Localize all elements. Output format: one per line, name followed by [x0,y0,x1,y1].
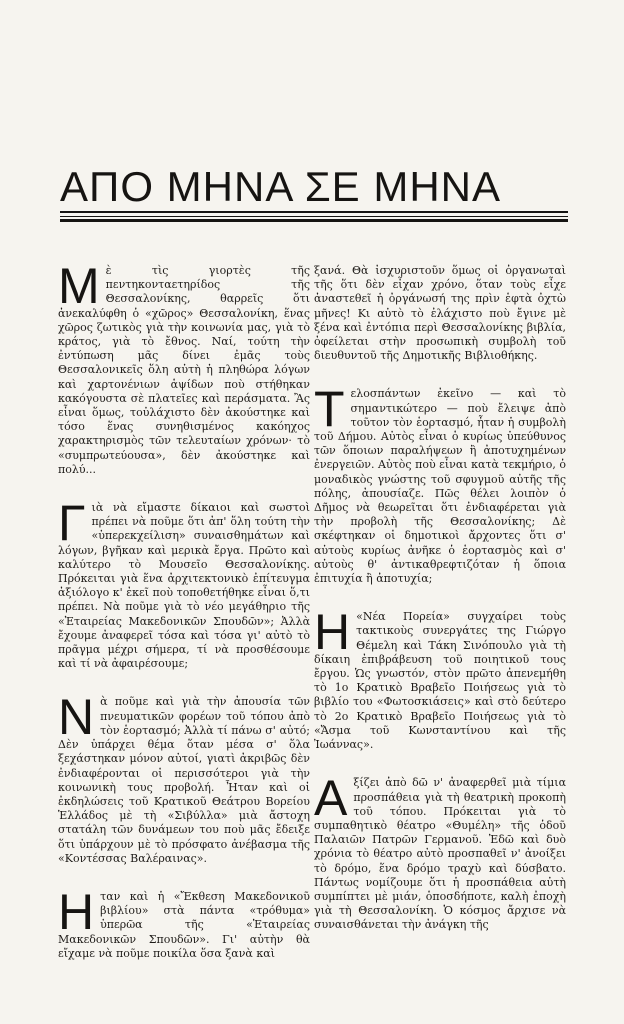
paragraph [58,695,310,865]
paragraph-text: ελοσπάντων ἐκεῖνο — καὶ τὸ σημαντικώτερο — ποὺ ἔλειψε ἀπὸ τοῦτον τὸν ἑορτασμό, ἦταν ἡ συμβολὴ τοῦ Δήμου. Αὐτὸς εἶναι ὁ κυρίως ὑπεύθυνος τῶν ὅποιων παραλήψεων ἢ ἀποτυχημένων ἐνεργειῶν. Αὐτὸς ποὺ εἶναι κατὰ τεκμήριο, ὁ μοναδικὸς γνώστης τοῦ σφυγμοῦ αὐτῆς τῆς πόλης, ἀπουσίαζε. Πῶς θέλει λοιπὸν ὁ Δῆμος νὰ θεωρεῖται ὅτι ἐνδιαφέρεται γιὰ τὴν προβολὴ τῆς Θεσσαλονίκης; Δὲ σκέφτηκαν οἱ δημοτικοὶ ἄρχοντες ὅτι σ' αὐτοὺς κυρίως ἀνῆκε ὁ ἑορτασμὸς καὶ σ' αὐτοὺς θ' ἀντικαθρεφτιζόταν ἡ ὅποια ἐπιτυχία ἢ ἀποτυχία; [314,387,566,586]
drop-cap: Α [314,776,348,827]
paragraph [58,501,310,671]
page-title: ΑΠΟ ΜΗΝΑ ΣΕ ΜΗΝΑ [60,166,568,213]
paragraph-text: ὰ ποῦμε καὶ γιὰ τὴν ἀπουσία τῶν πνευματικῶν φορέων τοῦ τόπου ἀπὸ τὸν ἑορτασμό; Ἀλλὰ τί πάνω σ' αὐτό; Δὲν ὑπάρχει θέμα ὅταν μέσα σ' ὅλα ξεχάστηκαν μόνον αὐτοί, γιατὶ ἀκριβῶς δὲν ἐνδιαφέρονται οἱ περισσότεροι γιὰ τὴν κοινωνικὴ τους προβολή. Ἦταν καὶ οἱ ἐκδηλώσεις τοῦ Κρατικοῦ Θεάτρου Βορείου Ἑλλάδος μὲ τὴ «Σιβύλλα» μιὰ ἄστοχη στατάλη τῶν δυνάμεων του ποὺ μᾶς ἔδειξε ὅτι ὑπάρχουν μὲ τὸ πρόσφατο ἀνέβασμα τῆς «Κοντέσσας Βαλέραινας». [58,695,310,865]
paragraph [58,264,310,477]
left-column [58,264,310,985]
drop-cap: Ν [58,695,95,746]
paragraph-text: ξίζει ἀπὸ δῶ ν' ἀναφερθεῖ μιὰ τίμια προσπάθεια γιὰ τὴ θεατρικὴ προκοπὴ τοῦ τόπου. Πρόκειται γιὰ τὸ συμπαθητικὸ θέατρο «Θυμέλη» τῆς ὁδοῦ Παλαιῶν Πατρῶν Γερμανοῦ. Ἐδῶ καὶ δυὸ χρόνια τὸ θέατρο αὐτὸ προσπαθεῖ ν' ἀνοίξει τὸ δρόμο, ἕνα δρόμο τραχὺ καὶ δύσβατο. Πάντως νομίζουμε ὅτι ἡ προσπάθεια αὐτὴ συμπίπτει μὲ μιάν, ὁποσδήποτε, καλὴ ἐποχὴ γιὰ τὴ Θεσσαλονίκη. Ὁ κόσμος ἄρχισε νὰ συναισθάνεται τὴν ἀνάγκη τῆς [314,776,566,932]
drop-cap: Η [58,889,95,940]
paragraph [314,264,566,363]
masthead [60,163,568,222]
title-rule-thick [60,219,568,222]
drop-cap: Μ [58,264,100,314]
paragraph [58,890,310,961]
paragraph [314,610,566,752]
paragraph-text: ὲ τὶς γιορτὲς τῆς πεντηκονταετηρίδος τῆς Θεσσαλονίκης, θαρρεῖς ὅτι ἀνεκαλύφθη ὁ «χῶρος» Θεσσαλονίκη, ἕνας χῶρος ζωτικὸς γιὰ τὴν κοινωνία μας, γιὰ τὸ κράτος, γιὰ τὸ ἔθνος. Ναί, τούτη τὴν ἐντύπωση μᾶς δίνει ἐμᾶς τοὺς Θεσσαλονικεῖς ὅλη αὐτὴ ἡ πληθώρα λόγων καὶ χαρτονένιων ἁψίδων ποὺ στήθηκαν κακόγουστα σὲ πλατεῖες καὶ περάσματα. Ἂς εἶναι ὅμως, τοὐλάχιστο δὲν ἀκούστηκε καὶ τόσο ἕνας συνηθισμένος κακόηχος χαρακτηρισμὸς τῶν τελευταίων χρόνων· τὸ «συμπρωτεύουσα», δὲν ἀκούστηκε καὶ πολύ... [58,264,310,476]
paragraph-text: «Νέα Πορεία» συγχαίρει τοὺς τακτικοὺς συνεργάτες της Γιώργο Θέμελη καὶ Τάκη Σινόπουλο γιὰ τὴ δίκαιη ἐπιβράβευση τοῦ ποιητικοῦ τους ἔργου. Ὡς γνωστόν, στὸν πρῶτο ἀπενεμήθη τὸ 1ο Κρατικὸ Βραβεῖο Ποιήσεως γιὰ τὸ βιβλίο του «Φωτοσκιάσεις» καὶ στὸ δεύτερο τὸ 2ο Κρατικὸ Βραβεῖο Ποιήσεως γιὰ τὸ «Ἄσμα τοῦ Κωνσταντίνου καὶ τῆς Ἰωάννας». [314,610,566,752]
drop-cap: Γ [58,501,86,552]
paragraph-text: ιὰ νὰ εἴμαστε δίκαιοι καὶ σωστοὶ πρέπει νὰ ποῦμε ὅτι ἀπ' ὅλη τούτη τὴν «ὑπερεκχείλιση» συναισθημάτων καὶ λόγων, βγῆκαν καὶ μερικὰ ἔργα. Πρῶτο καὶ καλύτερο τὸ Μουσεῖο Θεσσαλονίκης. Πρόκειται γιὰ ἕνα ἀρχιτεκτονικὸ ἐπίτευγμα ἀξιόλογο κ' ἐκεῖ ποὺ τοποθετήθηκε εἶναι ὅ,τι πρέπει. Νὰ ποῦμε γιὰ τὸ νέο μεγάθηριο τῆς «Ἑταιρείας Μακεδονικῶν Σπουδῶν»; Ἀλλὰ ἔχουμε ἀναφερεῖ τόσα καὶ τόσα γι' αὐτὸ τὸ πρᾶγμα μέχρι σήμερα, τί νὰ προσθέσουμε καὶ τί νὰ ἀφαιρέσουμε; [58,501,310,671]
paragraph-text: ταν καὶ ἡ «Ἔκθεση Μακεδονικοῦ βιβλίου» στὰ πάντα «τρόθυμα» ὑπερῶα τῆς «Ἑταιρείας Μακεδονικῶν Σπουδῶν». Γι' αὐτὴν θὰ εἴχαμε νὰ ποῦμε ποικίλα ὅσα ξανὰ καὶ [58,889,310,960]
paragraph-text: ξανά. Θὰ ἰσχυριστοῦν ὅμως οἱ ὀργανωταὶ τῆς ὅτι δὲν εἶχαν χρόνο, ὅταν τοὺς εἶχε ἀναστεθεῖ ἡ ὀργάνωσή της πρὶν ἑφτὰ ὀχτὼ μῆνες! Κι αὐτὸ τὸ ἐλάχιστο ποὺ ἔγινε μὲ ξένα καὶ ἐντόπια περὶ Θεσσαλονίκης βιβλία, ὀφείλεται στὴν προσωπικὴ συμβολὴ τοῦ διευθυντοῦ τῆς Δημοτικῆς Βιβλιοθήκης. [314,264,566,363]
paragraph [314,387,566,586]
drop-cap: Η [314,610,351,661]
drop-cap: Τ [314,387,345,438]
title-rule [60,216,568,217]
paragraph [314,776,566,932]
right-column [314,264,566,957]
